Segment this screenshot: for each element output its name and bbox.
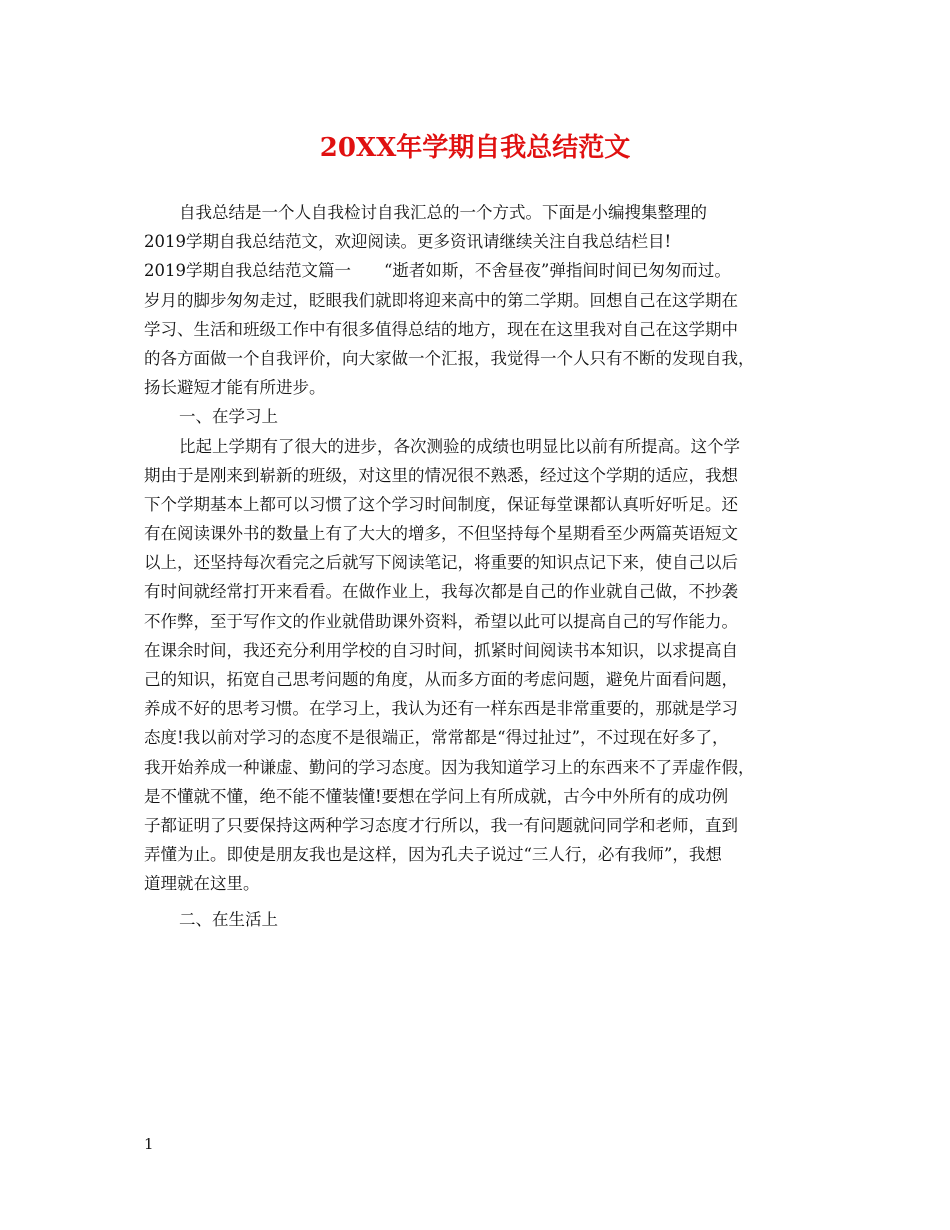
- section-heading: 一、在学习上: [179, 407, 278, 427]
- body-line: 以上，还坚持每次看完之后就写下阅读笔记，将重要的知识点记下来，使自己以后: [144, 553, 738, 573]
- section-heading: 二、在生活上: [179, 909, 278, 929]
- body-line: 期由于是刚来到崭新的班级，对这里的情况很不熟悉，经过这个学期的适应，我想: [144, 465, 738, 485]
- page-number: 1: [144, 1135, 154, 1153]
- body-line: 的各方面做一个自我评价，向大家做一个汇报，我觉得一个人只有不断的发现自我，: [144, 348, 755, 368]
- body-line: 不作弊，至于写作文的作业就借助课外资料，希望以此可以提高自己的写作能力。: [144, 611, 738, 631]
- body-line: 学习、生活和班级工作中有很多值得总结的地方，现在在这里我对自己在这学期中: [144, 319, 738, 339]
- body-line: 是不懂就不懂，绝不能不懂装懂!要想在学问上有所成就，古今中外所有的成功例: [144, 786, 729, 806]
- body-line: 子都证明了只要保持这两种学习态度才行所以，我一有问题就问同学和老师，直到: [144, 815, 738, 835]
- body-line: 自我总结是一个人自我检讨自我汇总的一个方式。下面是小编搜集整理的: [179, 203, 707, 222]
- body-line: 我开始养成一种谦虚、勤问的学习态度。因为我知道学习上的东西来不了弄虚作假，: [144, 757, 755, 777]
- body-line: 下个学期基本上都可以习惯了这个学习时间制度，保证每堂课都认真听好听足。还: [144, 494, 738, 514]
- body-line: 态度!我以前对学习的态度不是很端正，常常都是“得过扯过”，不过现在好多了，: [144, 728, 729, 748]
- body-line: 己的知识，拓宽自己思考问题的角度，从而多方面的考虑问题，避免片面看问题，: [144, 670, 738, 689]
- document-title: 20XX年学期自我总结范文: [319, 133, 631, 163]
- document-body: [144, 198, 830, 934]
- body-line: 在课余时间，我还充分利用学校的自习时间，抓紧时间阅读书本知识，以求提高自: [144, 640, 738, 660]
- body-line: 扬长避短才能有所进步。: [144, 378, 326, 398]
- body-line: 2019学期自我总结范文篇一 “逝者如斯，不舍昼夜”弹指间时间已匆匆而过。: [144, 261, 731, 281]
- body-line: 道理就在这里。: [144, 874, 260, 894]
- body-line: 2019学期自我总结范文，欢迎阅读。更多资讯请继续关注自我总结栏目!: [144, 232, 672, 252]
- body-line: 岁月的脚步匆匆走过，眨眼我们就即将迎来高中的第二学期。回想自己在这学期在: [144, 290, 738, 310]
- body-line: 比起上学期有了很大的进步，各次测验的成绩也明显比以前有所提高。这个学: [179, 436, 740, 456]
- body-line: 弄懂为止。即使是朋友我也是这样，因为孔夫子说过“三人行，必有我师”，我想: [144, 845, 722, 865]
- body-line: 有在阅读课外书的数量上有了大大的增多，不但坚持每个星期看至少两篇英语短文: [144, 524, 738, 544]
- body-line: 有时间就经常打开来看看。在做作业上，我每次都是自己的作业就自己做，不抄袭: [144, 582, 738, 602]
- body-line: 养成不好的思考习惯。在学习上，我认为还有一样东西是非常重要的，那就是学习: [144, 699, 738, 719]
